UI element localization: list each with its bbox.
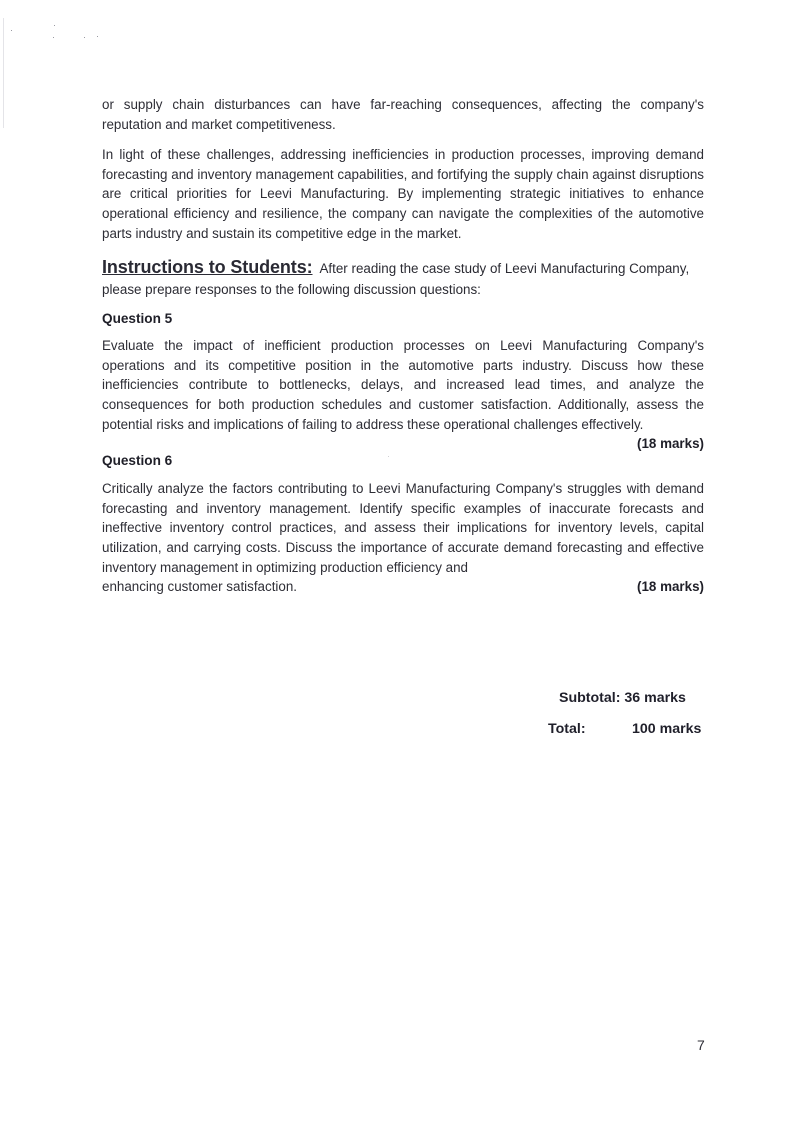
question-6-heading: Question 6 — [102, 453, 173, 469]
subtotal: Subtotal: 36 marks — [559, 690, 686, 706]
scan-page-edge — [3, 18, 4, 128]
total-row — [548, 719, 708, 739]
question-6-marks: (18 marks) — [637, 579, 704, 595]
marks-summary — [548, 688, 708, 739]
question-5-heading: Question 5 — [102, 311, 173, 327]
page-number: 7 — [697, 1037, 705, 1053]
scan-speck — [97, 36, 98, 37]
question-5-text: Evaluate the impact of inefficient production processes on Leevi Manufacturing Company's operations and its competitive position in the automotive parts industry. Discuss how these inefficiencies contribute to bottlenecks, delays, and increased lead times, and analyze the consequences for both production schedules and customer satisfaction. Additionally, assess the potential risks and implications of failing to address these operational challenges effectively. — [102, 338, 704, 432]
scan-speck — [11, 30, 12, 31]
intro-paragraph-1: or supply chain disturbances can have far-reaching consequences, affecting the company's reputation and market competitiveness. — [102, 97, 704, 132]
scan-speck — [84, 37, 85, 38]
scan-speck — [53, 37, 54, 38]
question-6-text-end: enhancing customer satisfaction. — [102, 579, 298, 595]
intro-paragraph-2: In light of these challenges, addressing inefficiencies in production processes, improving demand forecasting and inventory management capabilities, and fortifying the supply chain against disruptions are critical priorities for Leevi Manufacturing. By implementing strategic initiatives to enhance operational efficiency and resilience, the company can navigate the complexities of the automotive parts industry and sustain its competitive edge in the market. — [102, 147, 704, 241]
scan-speck — [54, 25, 55, 26]
question-6-text: Critically analyze the factors contributing to Leevi Manufacturing Company's struggles with demand forecasting and inventory management. Identify specific examples of inaccurate forecasts and ineffective inventory control practices, and assess their implications for inventory levels, capital utilization, and carrying costs. Discuss the importance of accurate demand forecasting and effective inventory management in optimizing production efficiency and — [102, 481, 704, 575]
instructions-text: After reading the case study of Leevi Manufacturing Company, please prepare responses to the following discussion questions: — [102, 261, 690, 298]
instructions-heading: Instructions to Students: — [102, 257, 313, 278]
instructions-block — [102, 257, 704, 300]
total-label: Total: — [548, 721, 586, 737]
question-6-last-line — [102, 577, 704, 597]
document-body — [102, 95, 704, 597]
total-value: 100 marks — [632, 721, 702, 737]
question-5-marks: (18 marks) — [637, 436, 704, 452]
